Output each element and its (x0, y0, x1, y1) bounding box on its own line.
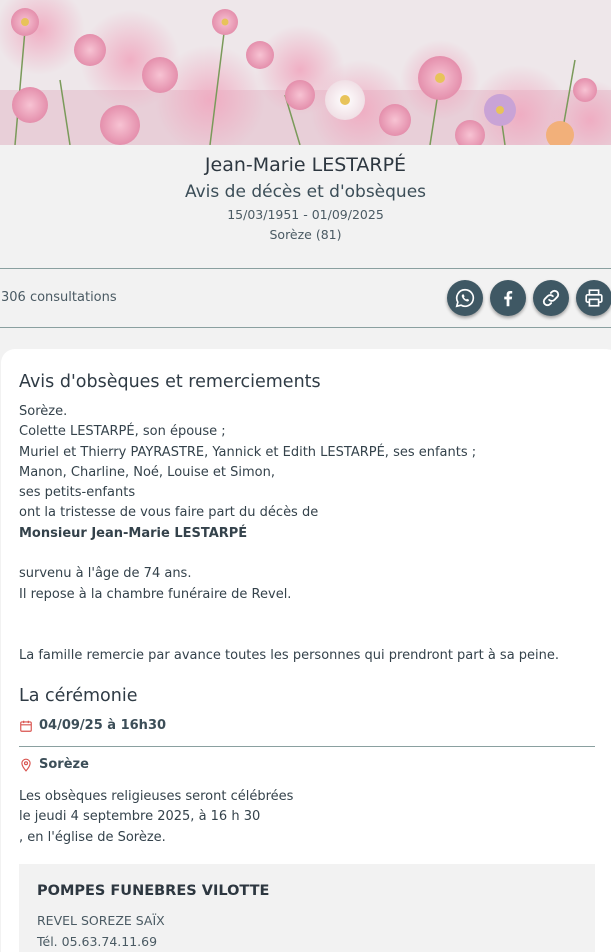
obituary-header (0, 145, 611, 268)
notice-line: Manon, Charline, Noé, Louise et Simon, (19, 464, 275, 480)
ceremony-line: Les obsèques religieuses seront célébrées (19, 789, 294, 804)
divider (0, 268, 611, 269)
deceased-location: Sorèze (81) (269, 227, 342, 242)
view-count: 306 consultations (1, 290, 117, 305)
ceremony-date-row (19, 718, 166, 733)
notice-heading: Avis d'obsèques et remerciements (19, 372, 321, 392)
divider (19, 746, 595, 747)
funeral-home-phone[interactable]: Tél. 05.63.74.11.69 (37, 934, 158, 949)
link-icon (540, 287, 562, 309)
print-icon (583, 287, 605, 309)
notice-line: ont la tristesse de vous faire part du décès de (19, 505, 319, 521)
notice-line: Sorèze. (19, 404, 68, 419)
copy-link-button[interactable] (533, 280, 569, 316)
print-button[interactable] (576, 280, 611, 316)
share-facebook-button[interactable] (490, 280, 526, 316)
notice-line: Muriel et Thierry PAYRASTRE, Yannick et Edith LESTARPÉ, ses enfants ; (19, 444, 477, 460)
location-pin-icon (19, 758, 33, 772)
ceremony-line: le jeudi 4 septembre 2025, à 16 h 30 (19, 809, 261, 825)
divider (0, 327, 611, 328)
notice-line: ses petits-enfants (19, 485, 136, 501)
ceremony-heading: La cérémonie (19, 686, 138, 706)
thanks-text: La famille remercie par avance toutes les personnes qui prendront part à sa peine. (19, 648, 560, 663)
notice-line: Colette LESTARPÉ, son épouse ; (19, 424, 226, 440)
ceremony-line: , en l'église de Sorèze. (19, 829, 166, 845)
page-subtitle: Avis de décès et d'obsèques (184, 182, 427, 202)
ceremony-place-row (19, 757, 89, 772)
ceremony-place: Sorèze (39, 757, 89, 772)
ceremony-date: 04/09/25 à 16h30 (39, 718, 167, 733)
facebook-icon (497, 287, 519, 309)
hero-banner-image (0, 0, 611, 145)
deceased-name: Jean-Marie LESTARPÉ (204, 154, 407, 176)
notice-line: Il repose à la chambre funéraire de Revel. (19, 586, 292, 602)
funeral-home-box (19, 864, 595, 952)
funeral-home-towns: REVEL SOREZE SAÏX (37, 913, 165, 928)
whatsapp-icon (454, 287, 476, 309)
notice-line: survenu à l'âge de 74 ans. (19, 566, 192, 582)
notice-text (19, 402, 599, 605)
share-whatsapp-button[interactable] (447, 280, 483, 316)
ceremony-text (19, 787, 599, 848)
life-dates: 15/03/1951 - 01/09/2025 (227, 207, 384, 222)
calendar-icon (19, 719, 33, 733)
deceased-full-name: Monsieur Jean-Marie LESTARPÉ (19, 525, 248, 541)
funeral-home-name: POMPES FUNEBRES VILOTTE (37, 883, 270, 899)
